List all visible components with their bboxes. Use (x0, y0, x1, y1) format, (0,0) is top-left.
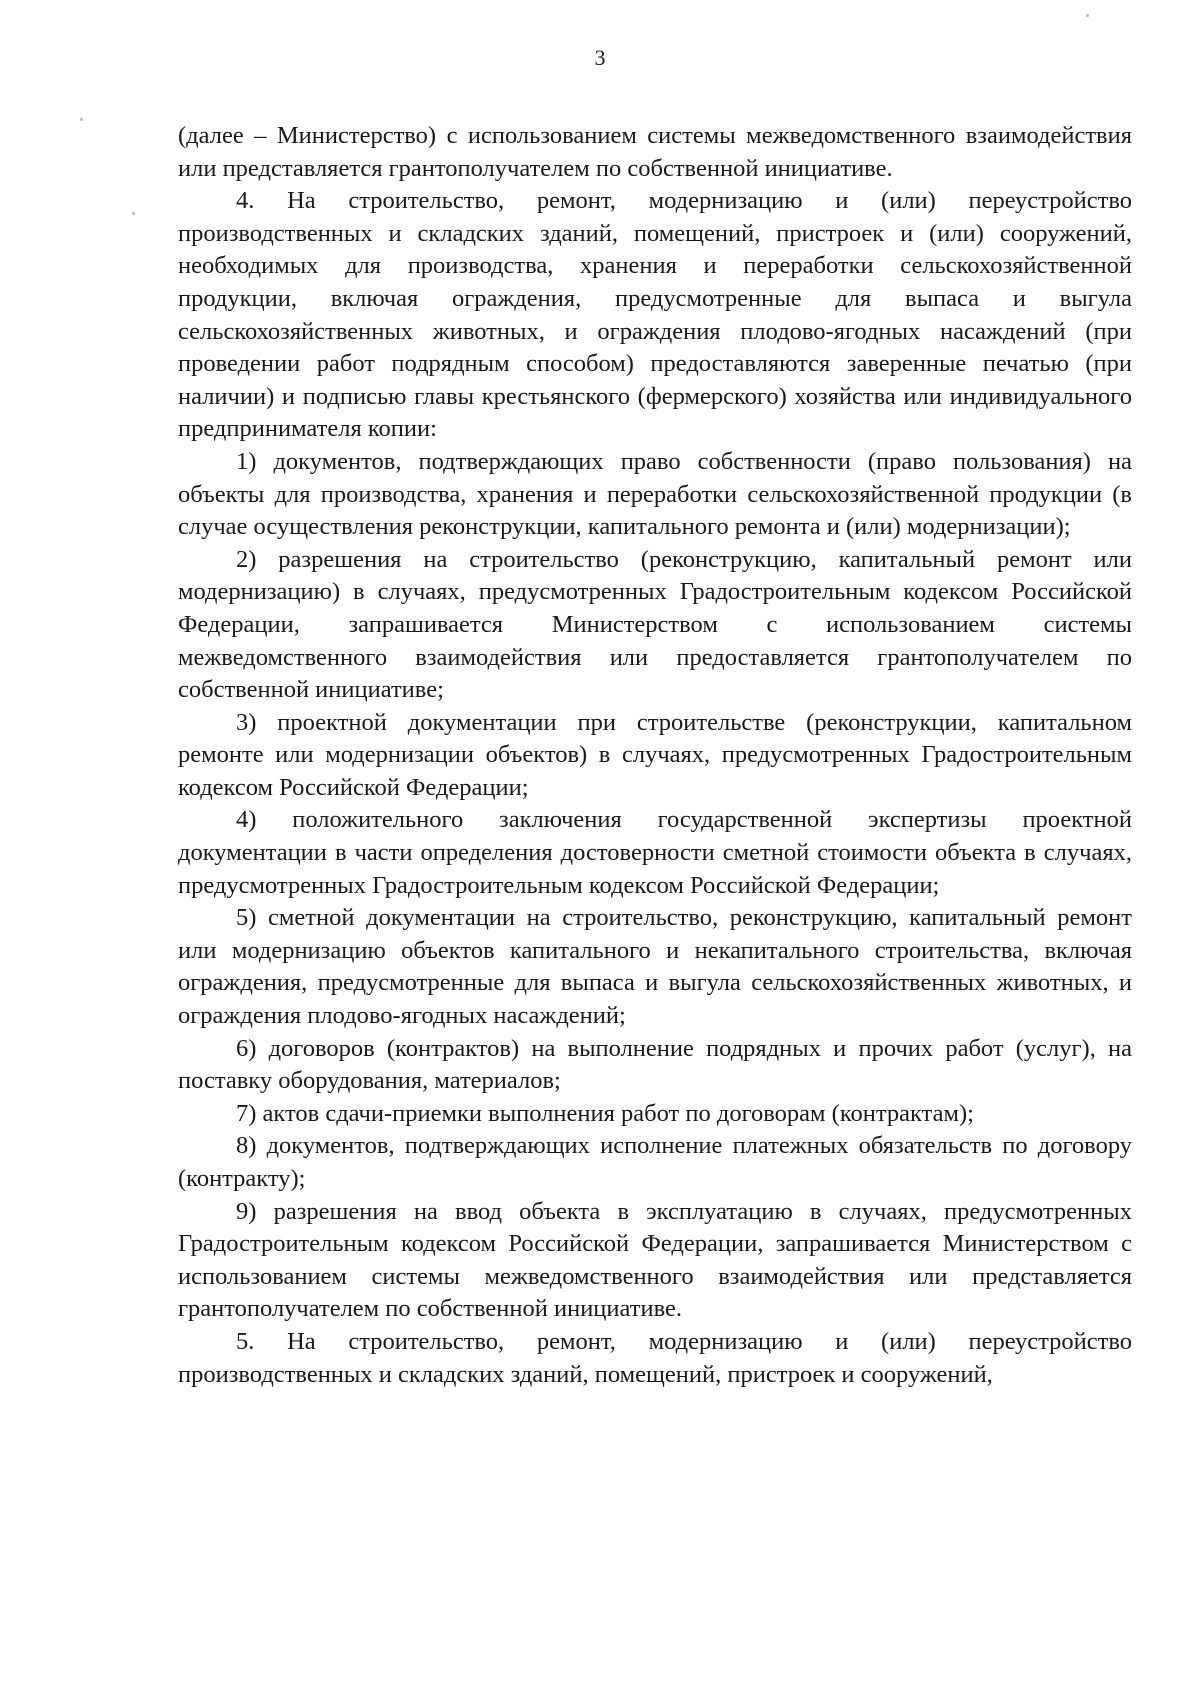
list-item-1: 1) документов, подтверждающих право собственности (право пользования) на объекты для производства, хранения и переработки сельскохозяйственной продукции (в случае осуществления реконструкции, капитального ремонта и (или) модернизации); (178, 447, 1132, 541)
list-item-4: 4) положительного заключения государственной экспертизы проектной документации в части определения достоверности сметной стоимости объекта в случаях, предусмотренных Градостроительным кодексом Российской Федерации; (178, 806, 1132, 899)
list-item-5: 5) сметной документации на строительство, реконструкцию, капитальный ремонт или модернизацию объектов капитального и некапитального строительства, включая ограждения, предусмотренные для выпаса и выгула сельскохозяйственных животных, и ограждения плодово-ягодных насаждений; (178, 904, 1132, 1030)
list-item-8: 8) документов, подтверждающих исполнение платежных обязательств по договору (контракту); (178, 1132, 1132, 1192)
scan-speck (132, 212, 135, 215)
list-item-3: 3) проектной документации при строительстве (реконструкции, капитальном ремонте или модернизации объектов) в случаях, предусмотренных Градостроительным кодексом Российской Федерации; (178, 708, 1132, 801)
scan-speck (1086, 14, 1089, 17)
page-number: 3 (594, 45, 606, 70)
scan-speck (80, 118, 83, 121)
paragraph-item-5: 5. На строительство, ремонт, модернизацию и (или) переустройство производственных и складских зданий, помещений, пристроек и сооружений, (178, 1327, 1132, 1388)
list-item-9: 9) разрешения на ввод объекта в эксплуатацию в случаях, предусмотренных Градостроительным кодексом Российской Федерации, запрашивается Министерством с использованием системы межведомственного взаимодействия или представляется грантополучателем по собственной инициативе. (178, 1197, 1132, 1323)
document-body (178, 120, 1132, 1391)
paragraph-item-4: 4. На строительство, ремонт, модернизацию и (или) переустройство производственных и складских зданий, помещений, пристроек и (или) сооружений, необходимых для производства, хранения и переработки сельскохозяйственной продукции, включая ограждения, предусмотренные для выпаса и выгула сельскохозяйственных животных, и ограждения плодово-ягодных насаждений (при проведении работ подрядным способом) предоставляются заверенные печатью (при наличии) и подписью главы крестьянского (фермерского) хозяйства или индивидуального предпринимателя копии: (178, 187, 1132, 443)
list-item-6: 6) договоров (контрактов) на выполнение подрядных и прочих работ (услуг), на поставку оборудования, материалов; (178, 1034, 1132, 1095)
list-item-2: 2) разрешения на строительство (реконструкцию, капитальный ремонт или модернизацию) в случаях, предусмотренных Градостроительным кодексом Российской Федерации, запрашивается Министерством с использованием системы межведомственного взаимодействия или предоставляется грантополучателем по собственной инициативе; (178, 545, 1132, 704)
list-item-7: 7) актов сдачи-приемки выполнения работ по договорам (контрактам); (236, 1099, 974, 1127)
paragraph-continuation: (далее – Министерство) с использованием системы межведомственного взаимодействия или представляется грантополучателем по собственной инициативе. (178, 122, 1132, 182)
